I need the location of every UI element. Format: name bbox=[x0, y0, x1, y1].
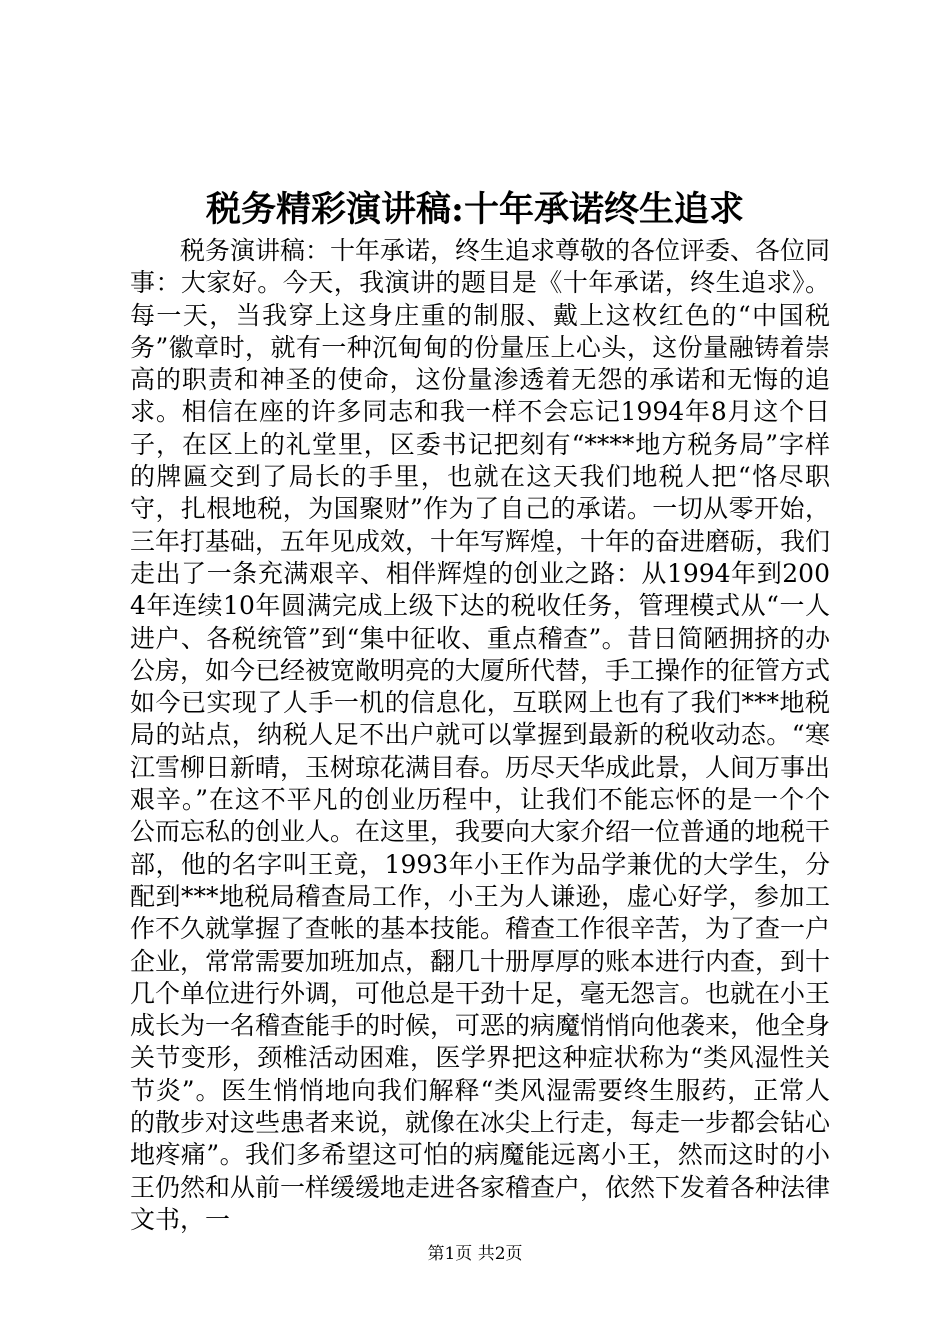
document-title: 税务精彩演讲稿:十年承诺终生追求 bbox=[206, 189, 744, 230]
document-body: 税务演讲稿：十年承诺，终生追求尊敬的各位评委、各位同事：大家好。今天，我演讲的题目是《十年承诺，终生追求》。每一天，当我穿上这身庄重的制服、戴上这枚红色的“中国税务”徽章时，就有一种沉甸甸的份量压上心头，这份量融铸着崇高的职责和神圣的使命，这份量渗透着无怨的承诺和无悔的追求。相信在座的许多同志和我一样不会忘记1994年8月这个日子，在区上的礼堂里，区委书记把刻有“****地方税务局”字样的牌匾交到了局长的手里，也就在这天我们地税人把“恪尽职守，扎根地税，为国聚财”作为了自己的承诺。一切从零开始，三年打基础，五年见成效，十年写辉煌，十年的奋进磨砺，我们走出了一条充满艰辛、相伴辉煌的创业之路：从1994年到2004年连续10年圆满完成上级下达的税收任务，管理模式从“一人进户、各税统管”到“集中征收、重点稽查”。昔日简陋拥挤的办公房，如今已经被宽敞明亮的大厦所代替，手工操作的征管方式如今已实现了人手一机的信息化，互联网上也有了我们***地税局的站点，纳税人足不出户就可以掌握到最新的税收动态。“寒江雪柳日新晴，玉树琼花满目春。历尽天华成此景，人间万事出艰辛。”在这不平凡的创业历程中，让我们不能忘怀的是一个个公而忘私的创业人。在这里，我要向大家介绍一位普通的地税干部，他的名字叫王竟，1993年小王作为品学兼优的大学生，分配到***地税局稽查局工作，小王为人谦逊，虚心好学，参加工作不久就掌握了查帐的基本技能。稽查工作很辛苦，为了查一户企业，常常需要加班加点，翻几十册厚厚的账本进行内查，到十几个单位进行外调，可他总是干劲十足，毫无怨言。也就在小王成长为一名稽查能手的时候，可恶的病魔悄悄向他袭来，他全身关节变形，颈椎活动困难，医学界把这种症状称为“类风湿性关节炎”。医生悄悄地向我们解释“类风湿需要终生服药，正常人的散步对这些患者来说，就像在冰尖上行走，每走一步都会钻心地疼痛”。我们多希望这可怕的病魔能远离小王，然而这时的小王仍然和从前一样缓缓地走进各家稽查户，依然下发着各种法律文书，一 bbox=[130, 236, 831, 1234]
page-footer: 第1页 共2页 bbox=[427, 1244, 523, 1264]
